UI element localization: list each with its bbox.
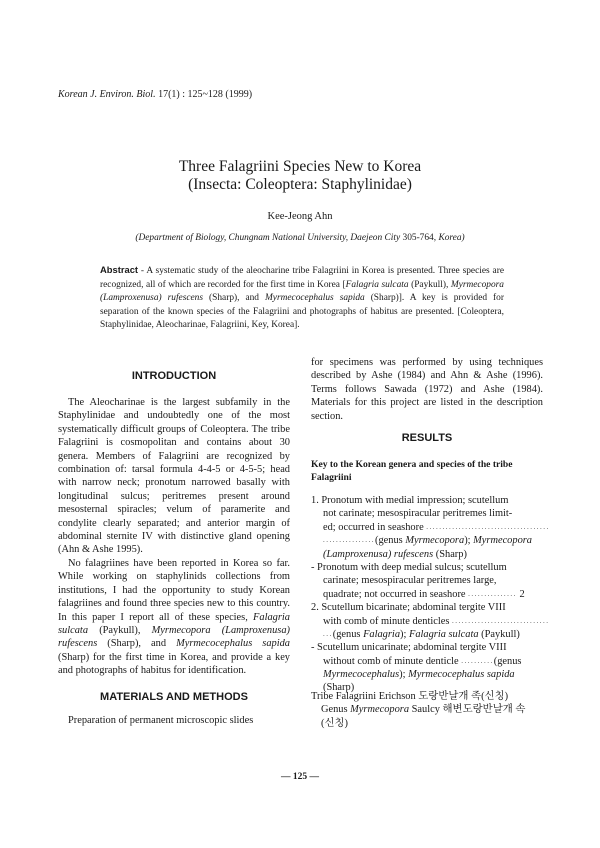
author-affiliation: (Department of Biology, Chungnam National University, Daejeon City 305-764, Korea): [135, 233, 465, 243]
genus-line: Genus Myrmecopora Saulcy 해변도랑반날개 속: [321, 704, 526, 716]
key-line: (Lamproxenusa) rufescens (Sharp): [323, 548, 467, 560]
intro-paragraph-1: The Aleocharinae is the largest subfamily in the Staphylinidae and undoubtedly one of the most systematically difficult groups of Coleoptera. The tribe Falagriini is cosmopolitan and contains about 30 genera. Members of Falagriini are recognized by combination of: tarsal formula 4-4-5 or 4-5-5; head with narrow neck; pronotum narrowed basally with longitudinal sulcus; peritremes present around mesosternal spiracles; velum of paramerite and condylite clearly separated; and anterior margin of abdominal sternite IV with distinctive gland opening (Ahn & Ashe 1995).: [58, 397, 290, 556]
key-line: with comb of minute denticles ..............................: [323, 615, 550, 627]
identification-key: [311, 494, 550, 695]
paper-title-line2: (Insecta: Coleoptera: Staphylinidae): [188, 176, 412, 193]
intro-paragraph-2: No falagriines have been reported in Korea so far. While working on staphylinids collections from institutions, I had the opportunity to study Korean falagriines and found three species new to this country. In this paper I report all of these species, Falagria sulcata (Paykull), Myrmecopora (Lamproxenusa) rufescens (Sharp), and Myrmecocephalus sapida (Sharp) for the first time in Korea, and provide a key and photographs of habitus for identification.: [58, 557, 291, 677]
journal-volume: 17(1) : 125~128 (1999): [158, 89, 253, 100]
key-line: Myrmecocephalus); Myrmecocephalus sapida: [323, 669, 515, 681]
key-line: not carinate; mesospiracular peritremes limit-: [323, 508, 513, 520]
materials-methods-heading: MATERIALS AND METHODS: [100, 691, 248, 703]
page-number: — 125 —: [281, 772, 319, 782]
abstract: Abstract - A systematic study of the aleocharine tribe Falagriini in Korea is presented. Three species are recognized, all of which are recorded for the first time in Korea [Falagria sulcata (Paykull), Myrmecopora (Lamproxenusa) rufescens (Sharp), and Myrmecocephalus sapida (Sharp)]. A key is provided for separation of the known species of the Falagriini and photographs of habitus are presented. [Coleoptera, Staphylinidae, Aleocharinae, Falagriini, Key, Korea].: [100, 264, 504, 331]
key-line: ed; occurred in seashore ......................................: [323, 521, 550, 533]
key-line: ................(genus Myrmecopora); Myrmecopora: [323, 535, 533, 547]
abstract-label: Abstract: [100, 264, 139, 275]
key-line: - Scutellum unicarinate; abdominal tergite VIII: [311, 642, 507, 654]
key-line: (Sharp): [323, 682, 355, 694]
methods-body: [58, 714, 290, 727]
results-heading: RESULTS: [401, 432, 453, 444]
key-line: ...(genus Falagria); Falagria sulcata (Paykull): [323, 629, 520, 640]
key-line: 1. Pronotum with medial impression; scutellum: [311, 495, 509, 506]
key-title: Key to the Korean genera and species of the tribe Falagriini: [311, 459, 513, 484]
methods-body-continued: [311, 356, 543, 423]
author-name: Kee-Jeong Ahn: [267, 211, 333, 222]
key-line: quadrate; not occurred in seashore ............... 2: [323, 588, 525, 600]
key-line: carinate; mesospiracular peritremes large,: [323, 575, 497, 587]
introduction-heading: INTRODUCTION: [131, 370, 217, 382]
genus-line-cont: (신칭): [321, 717, 348, 729]
journal-name: Korean J. Environ. Biol.: [58, 89, 156, 100]
methods-paragraph-start: Preparation of permanent microscopic slides: [68, 715, 254, 726]
taxonomy-section: [311, 690, 543, 730]
key-line: without comb of minute denticle ..........(genus: [323, 655, 522, 667]
journal-citation: [58, 89, 252, 100]
tribe-line: Tribe Falagriini Erichson 도랑반날개 족(신칭): [311, 691, 509, 702]
introduction-body: [58, 396, 290, 678]
methods-paragraph-continued: for specimens was performed by using techniques described by Ashe (1984) and Ahn & Ashe (1996). Terms follows Sawada (1972) and Ashe (1984). Materials for this project are listed in the description section.: [311, 357, 543, 422]
key-line: - Pronotum with deep medial sulcus; scutellum: [311, 561, 507, 573]
key-line: 2. Scutellum bicarinate; abdominal tergite VIII: [311, 602, 506, 614]
paper-title-line1: Three Falagriini Species New to Korea: [178, 158, 422, 175]
